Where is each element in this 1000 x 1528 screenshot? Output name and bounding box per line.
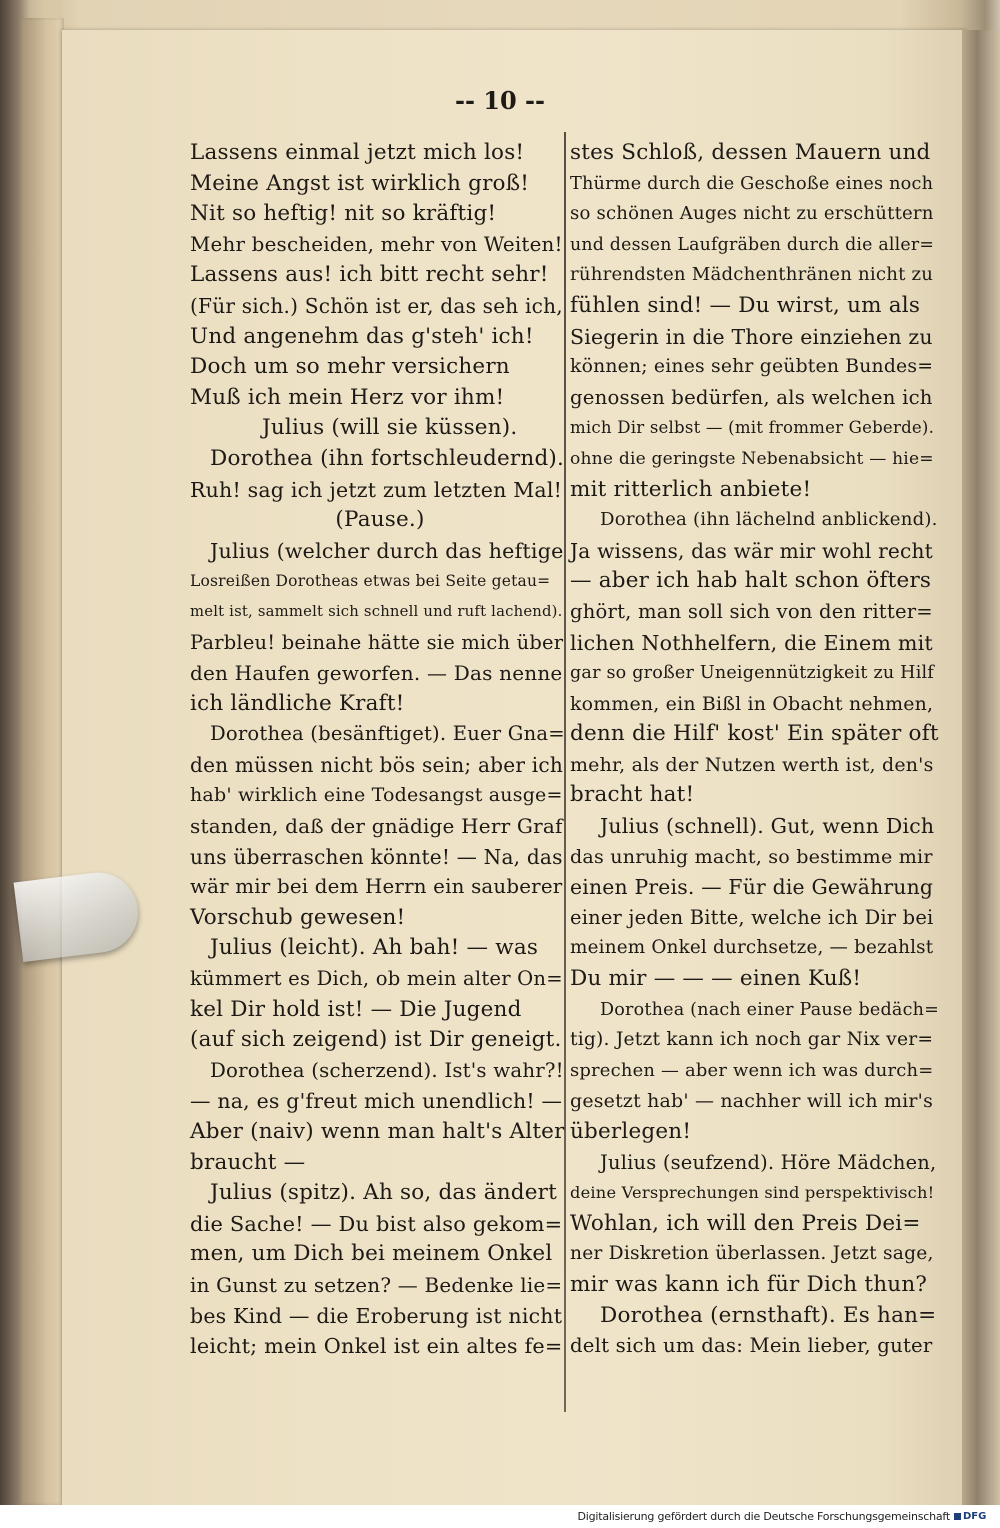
dfg-logo-text: DFG (963, 1510, 987, 1522)
text-line: kel Dir hold ist! — Die Jugend (190, 996, 522, 1022)
text-line: meinem Onkel durchsetze, — bezahlst (570, 937, 934, 959)
text-line: Dorothea (ihn lächelnd anblickend). (600, 509, 938, 531)
text-line: den müssen nicht bös sein; aber ich (190, 752, 563, 777)
text-line: delt sich um das: Mein lieber, guter (570, 1334, 933, 1358)
text-line: kommen, ein Bißl in Obacht nehmen, (570, 692, 934, 715)
text-line: braucht — (190, 1149, 306, 1175)
text-line: Dorothea (scherzend). Ist's wahr?! (210, 1058, 564, 1082)
text-line: kümmert es Dich, ob mein alter On= (190, 967, 563, 991)
dfg-logo (954, 1508, 992, 1524)
text-line: lichen Nothhelfern, die Einem mit (570, 630, 933, 655)
text-line: Ja wissens, das wär mir wohl recht (570, 538, 933, 563)
text-line: — na, es g'freut mich unendlich! — (190, 1089, 563, 1114)
text-line: mich Dir selbst — (mit frommer Geberde). (570, 418, 935, 438)
text-line: Doch um so mehr versichern (190, 354, 510, 380)
right-column (570, 138, 940, 1362)
text-line: (Für sich.) Schön ist er, das seh ich, (190, 293, 563, 318)
text-line: sprechen — aber wenn ich was durch= (570, 1059, 934, 1081)
text-line: Julius (welcher durch das heftige (210, 538, 564, 563)
text-line: Du mir — — — einen Kuß! (570, 966, 862, 992)
page-stack-edge (22, 18, 64, 1505)
text-line: Siegerin in die Thore einziehen zu (570, 324, 933, 349)
text-line: denn die Hilf' kost' Ein später oft (570, 721, 939, 747)
text-line: bes Kind — die Eroberung ist nicht (190, 1303, 563, 1328)
text-line: (Pause.) (335, 507, 425, 533)
text-line: Und angenehm das g'steh' ich! (190, 323, 534, 349)
text-line: hab' wirklich eine Todesangst ausge= (190, 784, 563, 807)
text-line: Julius (spitz). Ah so, das ändert (210, 1180, 557, 1206)
text-line: den Haufen geworfen. — Das nenne (190, 661, 563, 686)
text-line: Dorothea (ihn fortschleudernd). (210, 445, 565, 471)
text-line: einer jeden Bitte, welche ich Dir bei (570, 905, 934, 929)
text-line: Julius (schnell). Gut, wenn Dich (600, 814, 935, 839)
book-gutter-right (962, 30, 1000, 1505)
text-line: leicht; mein Onkel ist ein altes fe= (190, 1334, 563, 1359)
text-line: Muß ich mein Herz vor ihm! (190, 384, 505, 410)
text-line: rührendsten Mädchenthränen nicht zu (570, 264, 934, 286)
text-line: genossen bedürfen, als welchen ich (570, 385, 933, 409)
text-line: — aber ich hab halt schon öfters (570, 568, 932, 594)
text-line: stes Schloß, dessen Mauern und (570, 140, 931, 165)
text-line: tig). Jetzt kann ich noch gar Nix ver= (570, 1029, 934, 1051)
text-line: einen Preis. — Für die Gewährung (570, 875, 934, 900)
text-line: Nit so heftig! nit so kräftig! (190, 201, 497, 227)
text-line: deine Versprechungen sind perspektivisch! (570, 1183, 935, 1203)
text-line: Aber (naiv) wenn man halt's Alter (190, 1119, 565, 1144)
text-line: Vorschub gewesen! (190, 904, 406, 930)
text-line: in Gunst zu setzen? — Bedenke lie= (190, 1272, 563, 1297)
footer-credit: Digitalisierung gefördert durch die Deutsche Forschungsgemeinschaft (577, 1510, 950, 1523)
text-line: so schönen Auges nicht zu erschüttern (570, 203, 934, 225)
text-line: ghört, man soll sich von den ritter= (570, 599, 933, 623)
text-line: bracht hat! (570, 782, 695, 808)
text-line: Ruh! sag ich jetzt zum letzten Mal! (190, 477, 563, 502)
text-line: mehr, als der Nutzen werth ist, den's (570, 753, 934, 776)
text-line: Dorothea (ernsthaft). Es han= (600, 1302, 937, 1328)
text-line: gar so großer Uneigennützigkeit zu Hilf (570, 663, 935, 684)
text-line: Dorothea (besänftiget). Euer Gna= (210, 722, 565, 746)
text-line: Meine Angst ist wirklich groß! (190, 170, 530, 196)
text-line: ich ländliche Kraft! (190, 690, 405, 716)
text-line: melt ist, sammelt sich schnell und ruft lachend). (190, 602, 563, 620)
text-line: Dorothea (nach einer Pause bedäch= (600, 999, 940, 1020)
text-line: mit ritterlich anbiete! (570, 476, 812, 502)
text-line: das unruhig macht, so bestimme mir (570, 844, 933, 868)
text-line: men, um Dich bei meinem Onkel (190, 1241, 553, 1267)
text-line: Julius (seufzend). Höre Mädchen, (600, 1150, 937, 1174)
text-line: Lassens einmal jetzt mich los! (190, 140, 525, 165)
text-line: (auf sich zeigend) ist Dir geneigt. (190, 1027, 562, 1053)
text-line: gesetzt hab' — nachher will ich mir's (570, 1090, 933, 1113)
text-line: fühlen sind! — Du wirst, um als (570, 292, 921, 318)
left-column (190, 138, 570, 1362)
text-line: mir was kann ich für Dich thun? (570, 1271, 928, 1297)
text-line: Losreißen Dorotheas etwas bei Seite getau= (190, 572, 551, 591)
text-line: Julius (leicht). Ah bah! — was (210, 935, 539, 961)
text-line: uns überraschen könnte! — Na, das (190, 844, 563, 869)
text-line: können; eines sehr geübten Bundes= (570, 356, 934, 378)
text-line: Thürme durch die Geschoße eines noch (570, 173, 934, 194)
text-line: Mehr bescheiden, mehr von Weiten! (190, 232, 563, 256)
text-line: Lassens aus! ich bitt recht sehr! (190, 262, 549, 288)
text-line: die Sache! — Du bist also gekom= (190, 1211, 563, 1236)
text-line: Wohlan, ich will den Preis Dei= (570, 1210, 921, 1236)
text-line: ohne die geringste Nebenabsicht — hie= (570, 448, 934, 469)
text-line: und dessen Laufgräben durch die aller= (570, 234, 935, 255)
page-number: -- 10 -- (455, 86, 545, 115)
text-line: Parbleu! beinahe hätte sie mich über (190, 630, 564, 654)
text-line: standen, daß der gnädige Herr Graf (190, 814, 563, 839)
text-line: Julius (will sie küssen). (262, 415, 518, 441)
text-line: überlegen! (570, 1119, 692, 1144)
text-line: wär mir bei dem Herrn ein sauberer (190, 875, 563, 899)
text-line: ner Diskretion überlassen. Jetzt sage, (570, 1243, 934, 1265)
